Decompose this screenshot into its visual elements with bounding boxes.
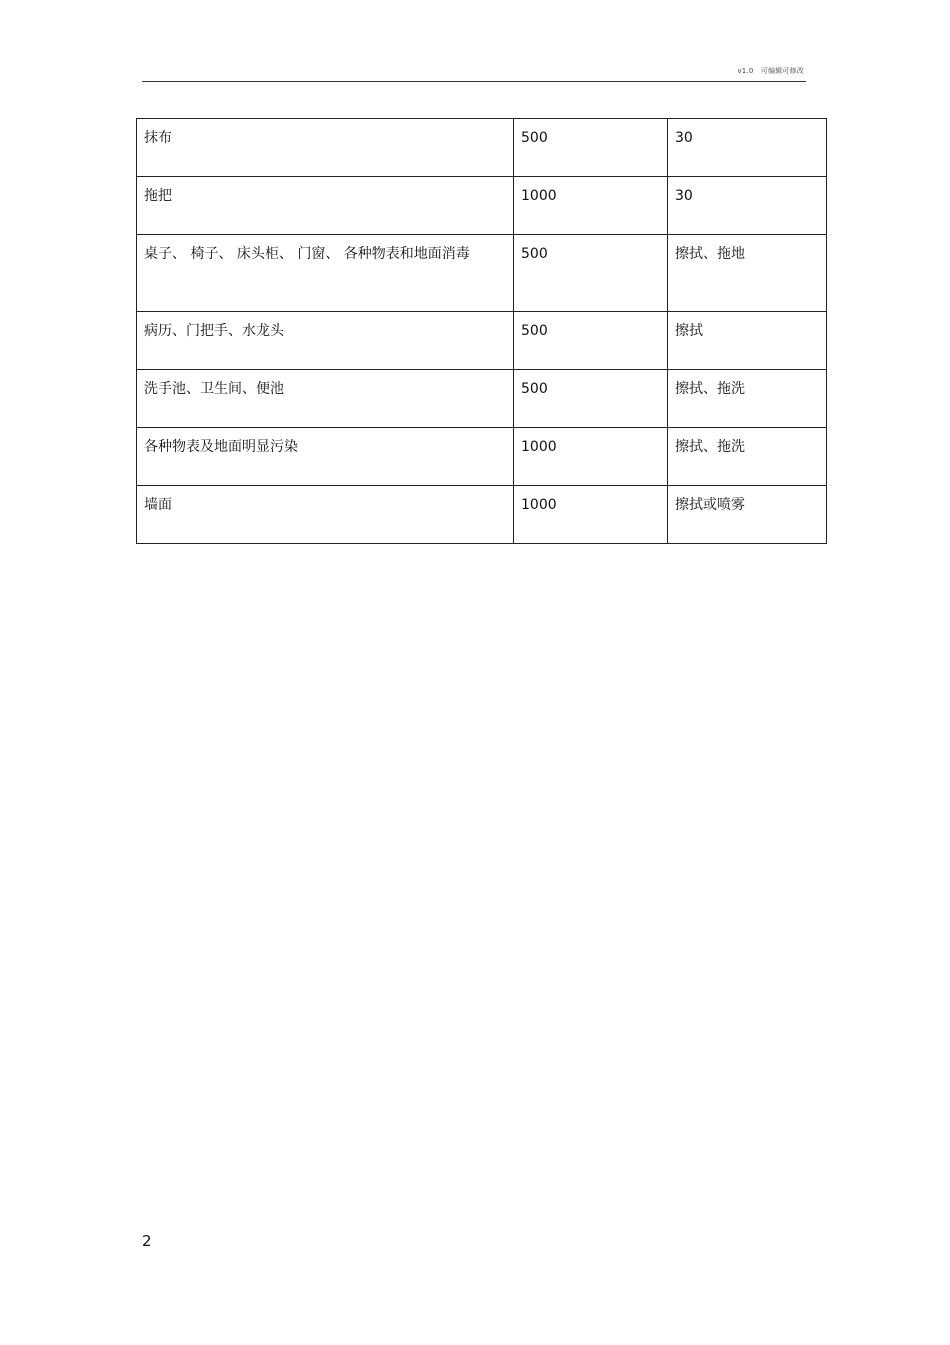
table-cell-method: 擦拭或喷雾 xyxy=(668,486,827,544)
table-cell-method: 擦拭、拖洗 xyxy=(668,428,827,486)
table-cell-concentration: 500 xyxy=(514,119,668,177)
table-row xyxy=(137,428,827,486)
table-row xyxy=(137,486,827,544)
table-cell-concentration: 1000 xyxy=(514,486,668,544)
table-row xyxy=(137,312,827,370)
table-cell-method: 擦拭、拖地 xyxy=(668,235,827,312)
table-cell-method: 30 xyxy=(668,119,827,177)
table-cell-method: 30 xyxy=(668,177,827,235)
table-row xyxy=(137,177,827,235)
page-header-text: v1.0 可编辑可修改 xyxy=(737,67,804,75)
table-cell-item: 各种物表及地面明显污染 xyxy=(137,428,514,486)
disinfection-table xyxy=(136,118,827,544)
table-row xyxy=(137,235,827,312)
table-row xyxy=(137,119,827,177)
table-cell-concentration: 500 xyxy=(514,370,668,428)
table-cell-concentration: 1000 xyxy=(514,428,668,486)
table-cell-item: 桌子、 椅子、 床头柜、 门窗、 各种物表和地面消毒 xyxy=(137,235,514,312)
table-cell-item: 洗手池、卫生间、便池 xyxy=(137,370,514,428)
table-cell-item: 抹布 xyxy=(137,119,514,177)
table-row xyxy=(137,370,827,428)
header-divider xyxy=(142,81,806,82)
table-cell-method: 擦拭、拖洗 xyxy=(668,370,827,428)
table-cell-method: 擦拭 xyxy=(668,312,827,370)
table-cell-concentration: 500 xyxy=(514,235,668,312)
table-cell-concentration: 500 xyxy=(514,312,668,370)
table-cell-item: 病历、门把手、水龙头 xyxy=(137,312,514,370)
table-cell-item: 拖把 xyxy=(137,177,514,235)
table-cell-item: 墙面 xyxy=(137,486,514,544)
page-number: 2 xyxy=(142,1232,152,1250)
table-cell-concentration: 1000 xyxy=(514,177,668,235)
